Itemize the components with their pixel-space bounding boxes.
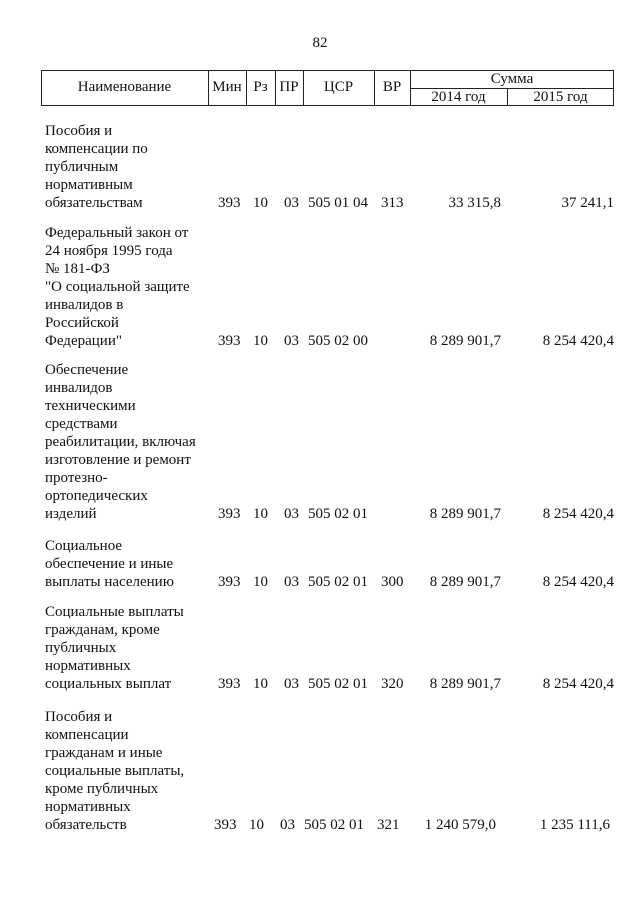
row-2015: 37 241,1	[561, 195, 614, 211]
row-name: Социальное обеспечение и иные выплаты населению	[45, 538, 174, 590]
header-2015: 2015 год	[533, 89, 588, 105]
row-name: Федеральный закон от 24 ноября 1995 года № 181-ФЗ "О социальной защите инвалидов в Российской Федерации"	[45, 225, 190, 349]
row-2015: 8 254 420,4	[542, 506, 614, 522]
row-2014: 8 289 901,7	[429, 333, 501, 349]
row-2015: 1 235 111,6	[539, 817, 610, 833]
header-pr: ПР	[279, 79, 299, 95]
row-pr: 03	[284, 574, 299, 590]
row-csr: 505 01 04	[308, 195, 368, 211]
row-2014: 33 315,8	[448, 195, 501, 211]
row-min: 393	[214, 817, 237, 833]
table-row	[0, 536, 640, 591]
row-rz: 10	[249, 817, 264, 833]
table-row	[0, 120, 640, 212]
row-rz: 10	[253, 333, 268, 349]
row-csr: 505 02 01	[304, 817, 364, 833]
table-row	[0, 364, 640, 523]
row-2014: 1 240 579,0	[424, 817, 496, 833]
header-rz: Рз	[253, 79, 268, 95]
row-min: 393	[218, 574, 241, 590]
row-vr: 321	[377, 817, 400, 833]
row-csr: 505 02 00	[308, 333, 368, 349]
table-row	[0, 226, 640, 350]
row-csr: 505 02 01	[308, 574, 368, 590]
table-header	[41, 70, 614, 106]
row-2015: 8 254 420,4	[542, 333, 614, 349]
row-2015: 8 254 420,4	[542, 676, 614, 692]
row-2014: 8 289 901,7	[429, 676, 501, 692]
row-csr: 505 02 01	[308, 676, 368, 692]
header-vr: ВР	[382, 79, 402, 95]
row-csr: 505 02 01	[308, 506, 368, 522]
row-vr: 300	[381, 574, 404, 590]
row-2014: 8 289 901,7	[429, 506, 501, 522]
row-rz: 10	[253, 676, 268, 692]
row-pr: 03	[284, 676, 299, 692]
row-rz: 10	[253, 506, 268, 522]
table-row	[0, 604, 640, 693]
row-pr: 03	[284, 333, 299, 349]
row-2014: 8 289 901,7	[429, 574, 501, 590]
row-pr: 03	[280, 817, 295, 833]
row-min: 393	[218, 195, 241, 211]
row-min: 393	[218, 676, 241, 692]
row-pr: 03	[284, 195, 299, 211]
row-name: Пособия и компенсации гражданам и иные социальные выплаты, кроме публичных нормативных обязательств	[45, 709, 185, 833]
header-min: Мин	[212, 79, 242, 95]
row-min: 393	[218, 333, 241, 349]
row-vr: 313	[381, 195, 404, 211]
row-2015: 8 254 420,4	[542, 574, 614, 590]
header-2014: 2014 год	[431, 89, 486, 105]
row-rz: 10	[253, 574, 268, 590]
row-pr: 03	[284, 506, 299, 522]
row-name: Социальные выплаты гражданам, кроме публичных нормативных социальных выплат	[45, 604, 184, 692]
page-number: 82	[312, 35, 328, 51]
header-name: Наименование	[77, 79, 172, 95]
row-vr: 320	[381, 676, 404, 692]
table-row	[0, 707, 640, 834]
header-csr: ЦСР	[323, 79, 354, 95]
row-name: Обеспечение инвалидов техническими средствами реабилитации, включая изготовление и ремонт протезно- ортопедических изделий	[45, 362, 196, 522]
row-min: 393	[218, 506, 241, 522]
row-name: Пособия и компенсации по публичным нормативным обязательствам	[45, 123, 148, 211]
row-rz: 10	[253, 195, 268, 211]
header-sum: Сумма	[490, 71, 534, 87]
